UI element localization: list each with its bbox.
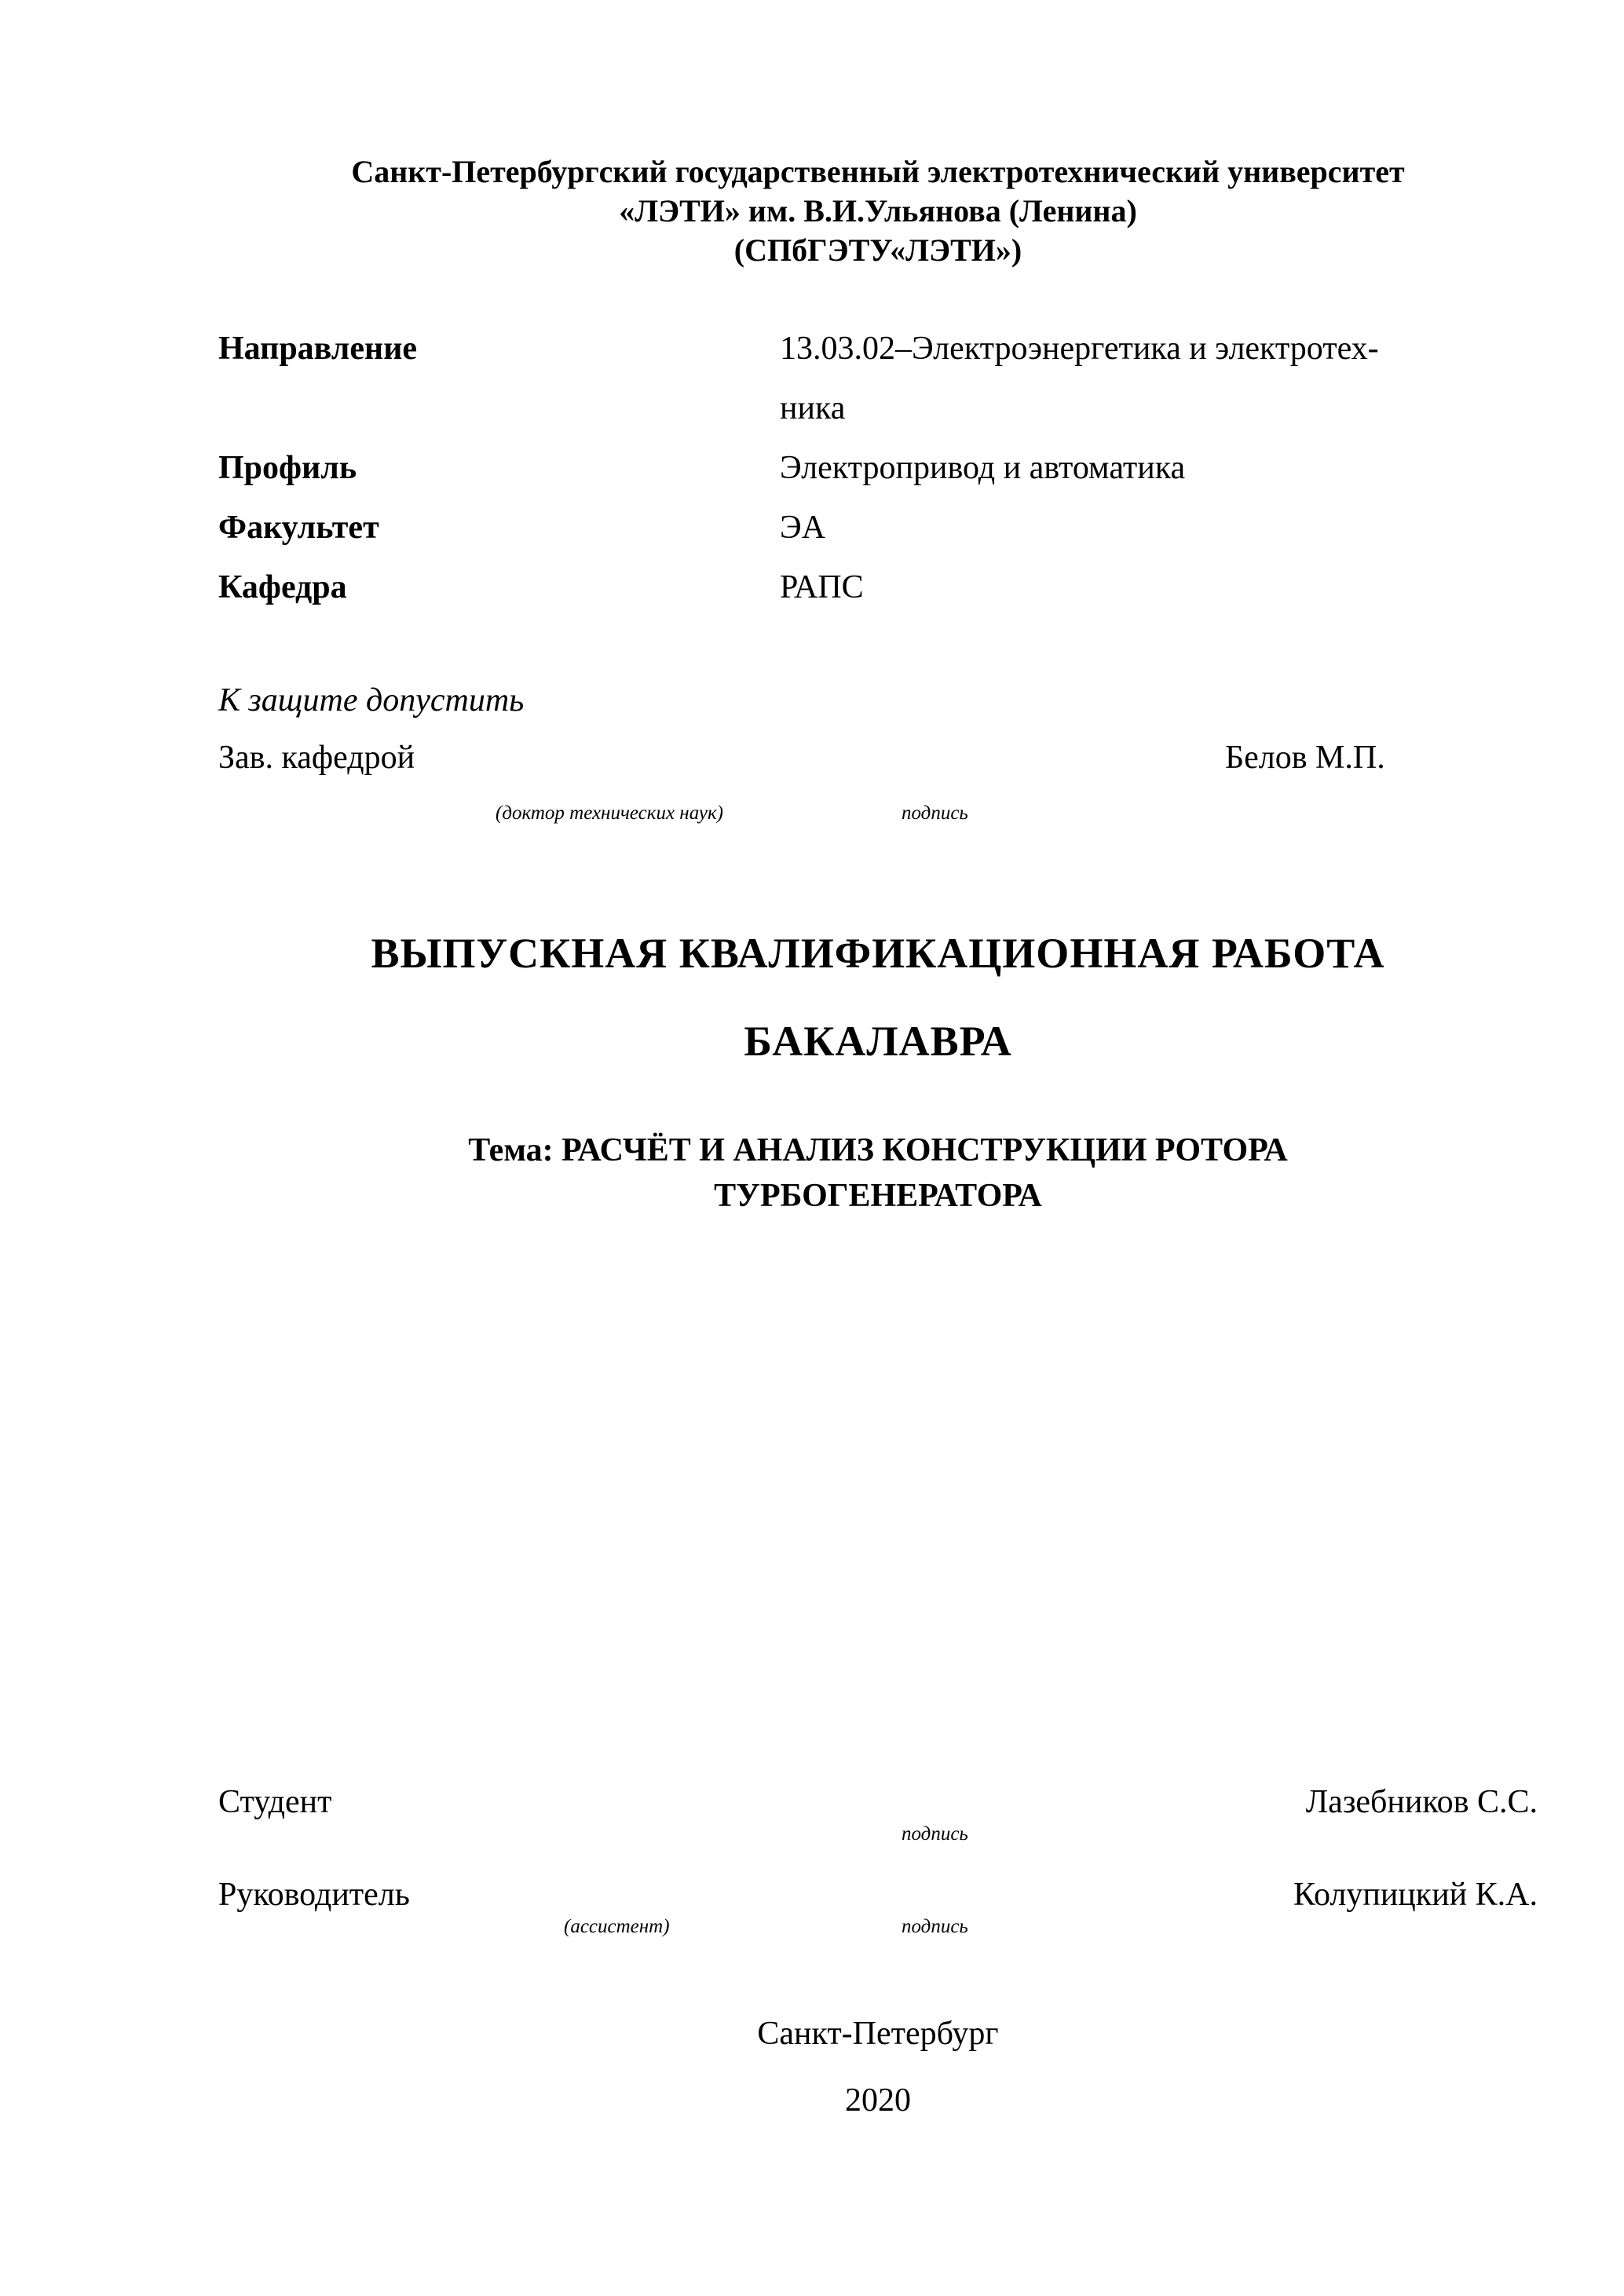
profile-value: [780, 438, 1538, 498]
program-row-faculty: [218, 498, 1538, 558]
department-label: Кафедра: [218, 569, 347, 605]
university-header: [218, 152, 1538, 270]
program-row-department: [218, 558, 1538, 617]
supervisor-row: [218, 1875, 1538, 1914]
thesis-title-line1: ВЫПУСКНАЯ КВАЛИФИКАЦИОННАЯ РАБОТА: [371, 930, 1385, 977]
thesis-topic: [218, 1128, 1538, 1219]
supervisor-name: Колупицкий К.А.: [1293, 1877, 1538, 1913]
faculty-value-line1: ЭА: [780, 510, 826, 546]
university-abbreviation-line: (СПбГЭТУ«ЛЭТИ»): [733, 232, 1022, 268]
admit-to-defense-line: К защите допустить: [218, 682, 525, 718]
department-head-name: Белов М.П.: [1225, 740, 1385, 776]
direction-value: [780, 319, 1538, 438]
faculty-value: [780, 498, 1538, 558]
program-row-profile: [218, 438, 1538, 498]
faculty-label: Факультет: [218, 510, 379, 546]
student-signature-caption: подпись: [902, 1823, 968, 1844]
program-info-table: [218, 319, 1538, 617]
university-name-line2: «ЛЭТИ» им. В.И.Ульянова (Ленина): [619, 193, 1137, 229]
supervisor-position-caption: (ассистент): [564, 1916, 670, 1937]
thesis-topic-line1: Тема: РАСЧЁТ И АНАЛИЗ КОНСТРУКЦИИ РОТОРА: [468, 1132, 1288, 1168]
direction-value-line2: ника: [780, 390, 846, 426]
supervisor-label: Руководитель: [218, 1877, 410, 1913]
profile-value-line1: Электропривод и автоматика: [780, 450, 1186, 486]
department-value: [780, 558, 1538, 617]
footer-city: Санкт-Петербург: [757, 2016, 999, 2052]
direction-label: Направление: [218, 331, 418, 367]
supervisor-signature-caption: подпись: [902, 1916, 968, 1937]
profile-label: Профиль: [218, 450, 357, 486]
thesis-topic-line2: ТУРБОГЕНЕРАТОРА: [714, 1178, 1042, 1214]
department-value-line1: РАПС: [780, 569, 864, 605]
department-head-row: [218, 738, 1538, 777]
university-name-line1: Санкт-Петербургский государственный электротехнический университет: [351, 154, 1405, 189]
footer-year: 2020: [845, 2082, 911, 2119]
department-head-label: Зав. кафедрой: [218, 740, 415, 776]
student-label: Студент: [218, 1784, 332, 1820]
thesis-title-line2: БАКАЛАВРА: [744, 1018, 1012, 1065]
student-row: [218, 1782, 1538, 1822]
department-head-signature-caption: подпись: [902, 803, 968, 824]
department-head-degree-caption: (доктор технических наук): [496, 803, 723, 824]
direction-value-line1: 13.03.02–Электроэнергетика и электротех-: [780, 331, 1379, 367]
student-name: Лазебников С.С.: [1305, 1784, 1538, 1820]
program-row-direction: [218, 319, 1538, 438]
thesis-title: [218, 909, 1538, 1085]
